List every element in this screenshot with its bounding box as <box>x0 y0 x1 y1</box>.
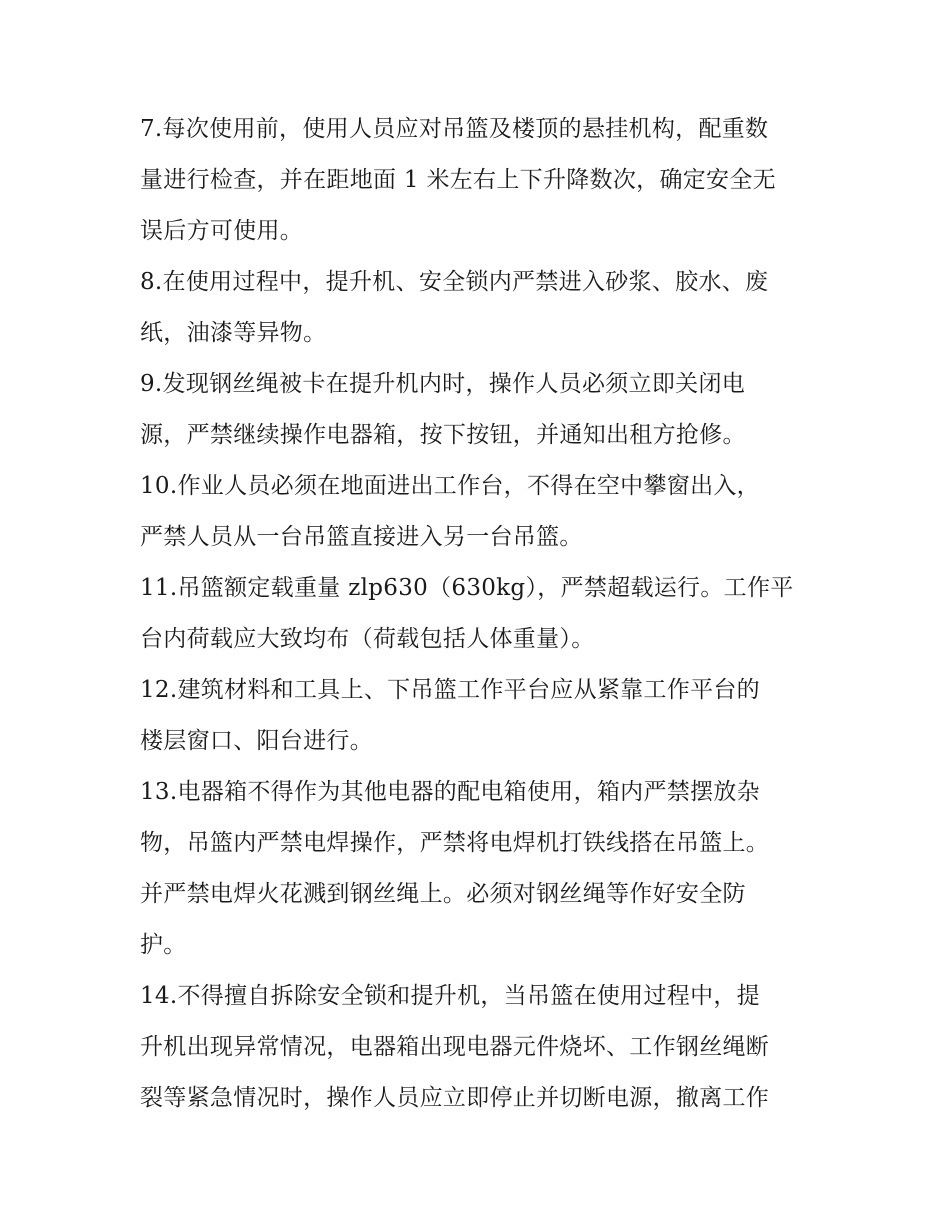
text-line: 12.建筑材料和工具上、下吊篮工作平台应从紧靠工作平台的 <box>140 677 760 703</box>
text-line: 护。 <box>140 932 187 958</box>
document-body <box>140 104 820 1124</box>
text-line: 并严禁电焊火花溅到钢丝绳上。必须对钢丝绳等作好安全防 <box>140 881 746 907</box>
text-line: 8.在使用过程中，提升机、安全锁内严禁进入砂浆、胶水、废 <box>140 269 769 295</box>
text-line: 纸，油漆等异物。 <box>140 320 327 346</box>
text-line: 11.吊篮额定载重量 zlp630（630kg），严禁超载运行。工作平 <box>140 575 794 601</box>
text-line: 误后方可使用。 <box>140 218 304 244</box>
text-line: 14.不得擅自拆除安全锁和提升机，当吊篮在使用过程中，提 <box>140 983 760 1009</box>
text-line: 裂等紧急情况时，操作人员应立即停止并切断电源，撤离工作 <box>140 1085 770 1111</box>
text-line: 楼层窗口、阳台进行。 <box>140 728 373 754</box>
text-line: 台内荷载应大致均布（荷载包括人体重量）。 <box>140 626 595 652</box>
text-line: 7.每次使用前，使用人员应对吊篮及楼顶的悬挂机构，配重数 <box>140 116 769 142</box>
text-line: 量进行检查，并在距地面 1 米左右上下升降数次，确定安全无 <box>140 167 776 193</box>
text-line: 严禁人员从一台吊篮直接进入另一台吊篮。 <box>140 524 583 550</box>
text-line: 源，严禁继续操作电器箱，按下按钮，并通知出租方抢修。 <box>140 422 746 448</box>
text-line: 升机出现异常情况，电器箱出现电器元件烧坏、工作钢丝绳断 <box>140 1034 770 1060</box>
text-line: 10.作业人员必须在地面进出工作台，不得在空中攀窗出入， <box>140 473 760 499</box>
text-line: 9.发现钢丝绳被卡在提升机内时，操作人员必须立即关闭电 <box>140 371 746 397</box>
text-line: 物，吊篮内严禁电焊操作，严禁将电焊机打铁线搭在吊篮上。 <box>140 830 770 856</box>
text-line: 13.电器箱不得作为其他电器的配电箱使用，箱内严禁摆放杂 <box>140 779 760 805</box>
